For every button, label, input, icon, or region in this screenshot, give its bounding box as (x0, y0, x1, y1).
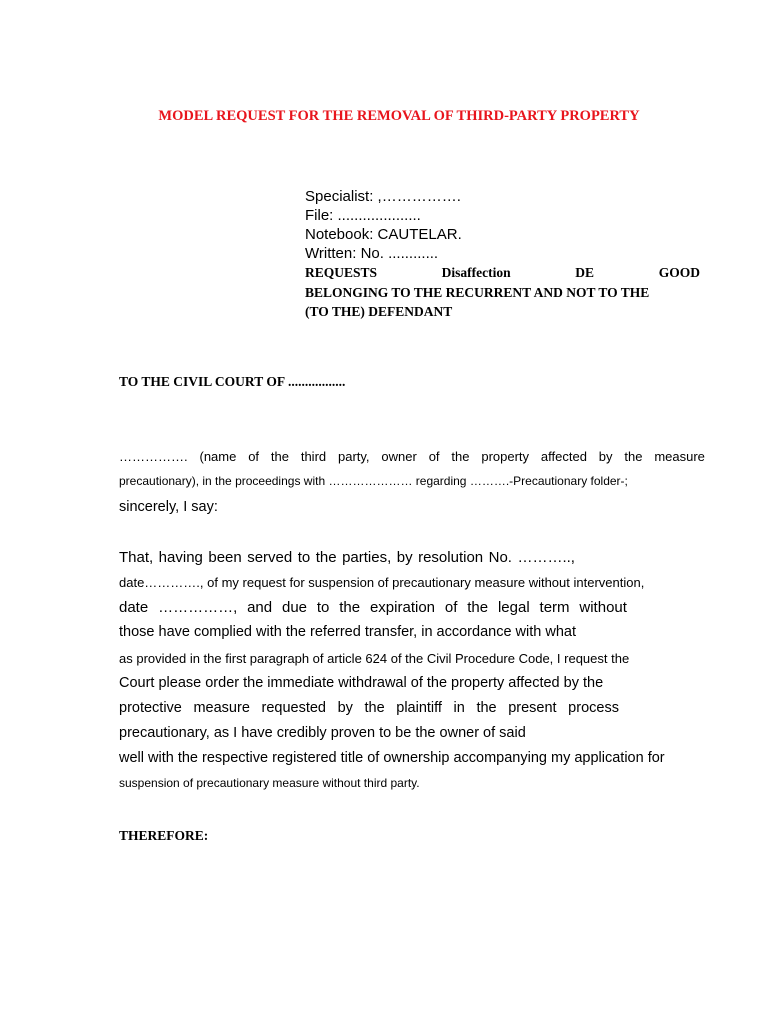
word: process (568, 700, 619, 716)
word: been (208, 549, 242, 566)
requests-line-1 (305, 265, 700, 281)
intro-line-2: precautionary), in the proceedings with ………………… regarding ……….-Precautionary folder-; (119, 474, 628, 488)
word: third (300, 449, 327, 464)
word: ……………. (119, 449, 188, 464)
word: the (467, 599, 489, 616)
word: party, (338, 449, 370, 464)
body-line-8: precautionary, as I have credibly proven to be the owner of said (119, 725, 526, 741)
word: of (444, 599, 458, 616)
body-line-5: as provided in the first paragraph of article 624 of the Civil Procedure Code, I request the (119, 651, 630, 666)
word: legal (497, 599, 530, 616)
intro-line-1 (119, 449, 705, 464)
word: property (481, 449, 530, 464)
word: That, (119, 549, 154, 566)
requests-word: REQUESTS (305, 265, 378, 280)
word: without (579, 599, 627, 616)
word: present (508, 700, 557, 716)
word: due (281, 599, 308, 616)
requests-word: GOOD (658, 265, 700, 280)
word: measure (193, 700, 250, 716)
word: the (364, 700, 385, 716)
word: having (158, 549, 203, 566)
word: the (270, 449, 289, 464)
word: the (451, 449, 470, 464)
word: parties, (342, 549, 392, 566)
word: term (539, 599, 570, 616)
requests-line-3: (TO THE) DEFENDANT (305, 304, 453, 319)
word: to (316, 599, 330, 616)
word: (name (199, 449, 237, 464)
body-line-1 (119, 549, 575, 566)
word: to (297, 549, 311, 566)
intro-line-3: sincerely, I say: (119, 499, 218, 515)
word: expiration (369, 599, 436, 616)
body-line-2: date…………., of my request for suspension of precautionary measure without intervention, (119, 575, 645, 590)
body-line-9: well with the respective registered title of ownership accompanying my application for (119, 750, 665, 766)
word: the (476, 700, 497, 716)
word: by (396, 549, 413, 566)
word: protective (119, 700, 182, 716)
body-line-10: suspension of precautionary measure without third party. (119, 776, 420, 790)
requests-line-2: BELONGING TO THE RECURRENT AND NOT TO THE (305, 285, 650, 300)
body-line-4: those have complied with the referred transfer, in accordance with what (119, 624, 576, 640)
requests-word: DE (575, 265, 595, 280)
word: resolution (418, 549, 484, 566)
word: the (624, 449, 643, 464)
body-line-3 (119, 599, 627, 616)
requests-word: Disaffection (441, 265, 511, 280)
file-line: File: .................... (305, 207, 421, 224)
word: ……….., (517, 549, 575, 566)
word: measure (654, 449, 705, 464)
written-line: Written: No. ............ (305, 245, 439, 262)
word: ……………, (158, 599, 238, 616)
word: by (337, 700, 353, 716)
word: of (428, 449, 440, 464)
therefore-heading: THEREFORE: (119, 828, 209, 843)
word: the (315, 549, 337, 566)
word: the (339, 599, 361, 616)
word: affected (540, 449, 587, 464)
document-title: MODEL REQUEST FOR THE REMOVAL OF THIRD-PARTY PROPERTY (158, 108, 640, 124)
word: requested (261, 700, 326, 716)
word: by (598, 449, 613, 464)
notebook-line: Notebook: CAUTELAR. (305, 226, 462, 243)
word: of (248, 449, 260, 464)
word: in (453, 700, 465, 716)
body-line-6: Court please order the immediate withdrawal of the property affected by the (119, 675, 604, 691)
word: No. (488, 549, 512, 566)
word: plaintiff (396, 700, 442, 716)
specialist-line: Specialist: ,……………. (305, 188, 461, 205)
word: date (119, 599, 149, 616)
addressee: TO THE CIVIL COURT OF ................. (119, 374, 346, 389)
word: owner (381, 449, 417, 464)
word: and (247, 599, 273, 616)
body-line-7 (119, 700, 619, 716)
word: served (247, 549, 293, 566)
